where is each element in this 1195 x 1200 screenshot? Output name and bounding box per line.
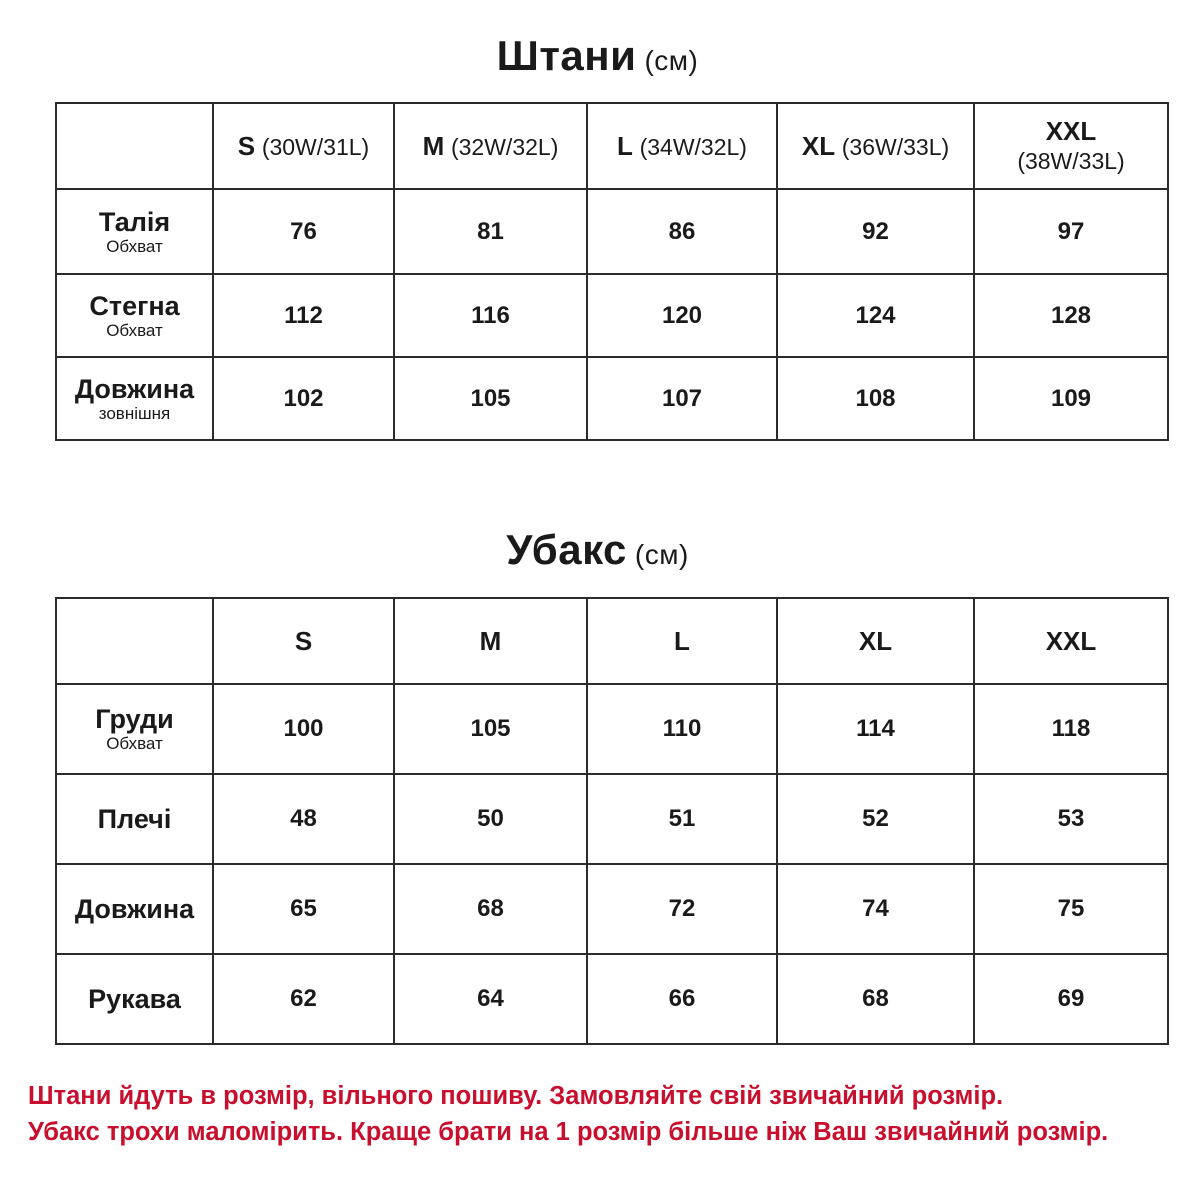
hoodie-row-label-cell bbox=[56, 774, 213, 864]
hoodie-corner-cell bbox=[56, 598, 213, 684]
table-cell bbox=[394, 357, 587, 440]
pants-row-hips bbox=[56, 274, 1168, 357]
cell-value: 68 bbox=[862, 985, 889, 1012]
row-sublabel: Обхват bbox=[106, 734, 163, 753]
cell-value: 51 bbox=[668, 805, 696, 832]
cell-value: 81 bbox=[477, 217, 504, 245]
row-label: Стегна bbox=[89, 290, 180, 321]
table-cell bbox=[777, 189, 974, 274]
table-cell bbox=[587, 864, 777, 954]
hoodie-row-label-cell bbox=[56, 684, 213, 774]
hoodie-row-chest bbox=[56, 684, 1168, 774]
size-code: XL bbox=[858, 625, 893, 656]
table-cell bbox=[213, 684, 394, 774]
table-cell bbox=[974, 684, 1168, 774]
size-detail: (38W/33L) bbox=[1017, 148, 1125, 174]
table-cell bbox=[213, 864, 394, 954]
cell-value: 128 bbox=[1050, 301, 1092, 329]
cell-value: 69 bbox=[1057, 985, 1085, 1012]
row-label: Рукава bbox=[88, 984, 181, 1014]
table-cell bbox=[587, 274, 777, 357]
table-cell bbox=[394, 864, 587, 954]
table-cell bbox=[974, 954, 1168, 1044]
cell-value: 112 bbox=[284, 301, 323, 329]
size-code: M bbox=[479, 625, 502, 656]
hoodie-row-length bbox=[56, 864, 1168, 954]
pants-row-label-cell bbox=[56, 274, 213, 357]
table-cell bbox=[777, 864, 974, 954]
table-cell bbox=[213, 274, 394, 357]
row-label: Довжина bbox=[74, 373, 195, 404]
cell-value: 114 bbox=[856, 715, 895, 742]
size-code: S bbox=[294, 625, 313, 656]
pants-size-header bbox=[777, 103, 974, 189]
hoodie-header-row bbox=[56, 598, 1168, 684]
pants-corner-cell bbox=[56, 103, 213, 189]
row-label: Плечі bbox=[97, 804, 172, 834]
table-cell bbox=[974, 864, 1168, 954]
table-cell bbox=[587, 357, 777, 440]
pants-row-label-cell bbox=[56, 357, 213, 440]
cell-value: 102 bbox=[283, 384, 324, 412]
cell-value: 64 bbox=[477, 985, 504, 1012]
pants-header-row bbox=[56, 103, 1168, 189]
pants-row-length bbox=[56, 357, 1168, 440]
table-cell bbox=[394, 189, 587, 274]
hoodie-title bbox=[0, 526, 1195, 574]
table-cell bbox=[394, 954, 587, 1044]
pants-size-header bbox=[587, 103, 777, 189]
table-cell bbox=[213, 774, 394, 864]
pants-size-table bbox=[55, 102, 1169, 441]
row-sublabel: зовнішня bbox=[98, 403, 171, 423]
hoodie-size-header bbox=[587, 598, 777, 684]
table-cell bbox=[777, 274, 974, 357]
cell-value: 92 bbox=[862, 217, 889, 245]
table-cell bbox=[394, 274, 587, 357]
row-label: Талія bbox=[98, 206, 171, 237]
cell-value: 66 bbox=[668, 985, 696, 1012]
row-sublabel: Обхват bbox=[106, 320, 163, 340]
cell-value: 109 bbox=[1050, 384, 1092, 412]
cell-value: 105 bbox=[470, 384, 511, 412]
pants-row-waist bbox=[56, 189, 1168, 274]
cell-value: 97 bbox=[1057, 217, 1085, 245]
row-label: Довжина bbox=[74, 894, 195, 924]
table-cell bbox=[394, 684, 587, 774]
cell-value: 52 bbox=[862, 805, 889, 832]
cell-value: 62 bbox=[290, 985, 317, 1012]
hoodie-fit-note: Убакс трохи маломірить. Краще брати на 1 розмір більше ніж Ваш звичайний розмір. bbox=[28, 1118, 1109, 1146]
row-sublabel: Обхват bbox=[106, 236, 163, 256]
cell-value: 116 bbox=[471, 301, 510, 329]
table-cell bbox=[974, 189, 1168, 274]
hoodie-size-table bbox=[55, 597, 1169, 1045]
table-cell bbox=[213, 357, 394, 440]
hoodie-title-text: Убакс bbox=[506, 526, 627, 573]
hoodie-row-label-cell bbox=[56, 864, 213, 954]
size-code: L bbox=[674, 625, 690, 656]
size-detail: (36W/33L) bbox=[841, 133, 950, 160]
pants-fit-note: Штани йдуть в розмір, вільного пошиву. Замовляйте свій звичайний розмір. bbox=[28, 1082, 1004, 1110]
pants-title-text: Штани bbox=[496, 32, 637, 79]
table-cell bbox=[777, 684, 974, 774]
cell-value: 74 bbox=[862, 895, 889, 922]
size-detail: (34W/32L) bbox=[639, 133, 747, 160]
hoodie-title-unit: (см) bbox=[634, 539, 689, 570]
table-cell bbox=[777, 774, 974, 864]
cell-value: 48 bbox=[290, 805, 317, 832]
size-code: L bbox=[617, 130, 633, 161]
hoodie-size-header bbox=[974, 598, 1168, 684]
hoodie-row-shoulders bbox=[56, 774, 1168, 864]
pants-size-header bbox=[974, 103, 1168, 189]
table-cell bbox=[587, 189, 777, 274]
cell-value: 68 bbox=[477, 895, 504, 922]
cell-value: 124 bbox=[855, 301, 896, 329]
cell-value: 105 bbox=[470, 715, 511, 742]
table-cell bbox=[974, 274, 1168, 357]
table-cell bbox=[974, 774, 1168, 864]
cell-value: 53 bbox=[1057, 805, 1085, 832]
pants-title bbox=[0, 32, 1195, 80]
table-cell bbox=[587, 774, 777, 864]
cell-value: 76 bbox=[290, 217, 317, 245]
pants-size-header bbox=[394, 103, 587, 189]
table-cell bbox=[974, 357, 1168, 440]
row-label: Груди bbox=[95, 704, 174, 734]
hoodie-size-header bbox=[394, 598, 587, 684]
pants-size-header bbox=[213, 103, 394, 189]
hoodie-size-header bbox=[777, 598, 974, 684]
cell-value: 118 bbox=[1051, 715, 1091, 742]
size-code: M bbox=[422, 130, 445, 161]
size-detail: (30W/31L) bbox=[261, 133, 370, 160]
size-code: XXL bbox=[1045, 625, 1097, 656]
cell-value: 110 bbox=[662, 715, 702, 742]
cell-value: 50 bbox=[477, 805, 504, 832]
hoodie-row-label-cell bbox=[56, 954, 213, 1044]
pants-row-label-cell bbox=[56, 189, 213, 274]
hoodie-row-sleeves bbox=[56, 954, 1168, 1044]
table-cell bbox=[777, 954, 974, 1044]
table-cell bbox=[213, 189, 394, 274]
size-code: S bbox=[237, 130, 256, 161]
cell-value: 86 bbox=[668, 217, 696, 245]
table-cell bbox=[587, 954, 777, 1044]
table-cell bbox=[213, 954, 394, 1044]
cell-value: 100 bbox=[283, 715, 324, 742]
cell-value: 107 bbox=[661, 384, 703, 412]
size-detail: (32W/32L) bbox=[450, 133, 559, 160]
hoodie-size-header bbox=[213, 598, 394, 684]
cell-value: 65 bbox=[290, 895, 317, 922]
table-cell bbox=[777, 357, 974, 440]
table-cell bbox=[587, 684, 777, 774]
pants-title-unit: (см) bbox=[644, 45, 699, 76]
cell-value: 108 bbox=[855, 384, 896, 412]
cell-value: 72 bbox=[668, 895, 696, 922]
table-cell bbox=[394, 774, 587, 864]
size-code: XL bbox=[801, 130, 836, 161]
cell-value: 120 bbox=[661, 301, 703, 329]
size-code: XXL bbox=[1045, 116, 1097, 146]
cell-value: 75 bbox=[1057, 895, 1085, 922]
